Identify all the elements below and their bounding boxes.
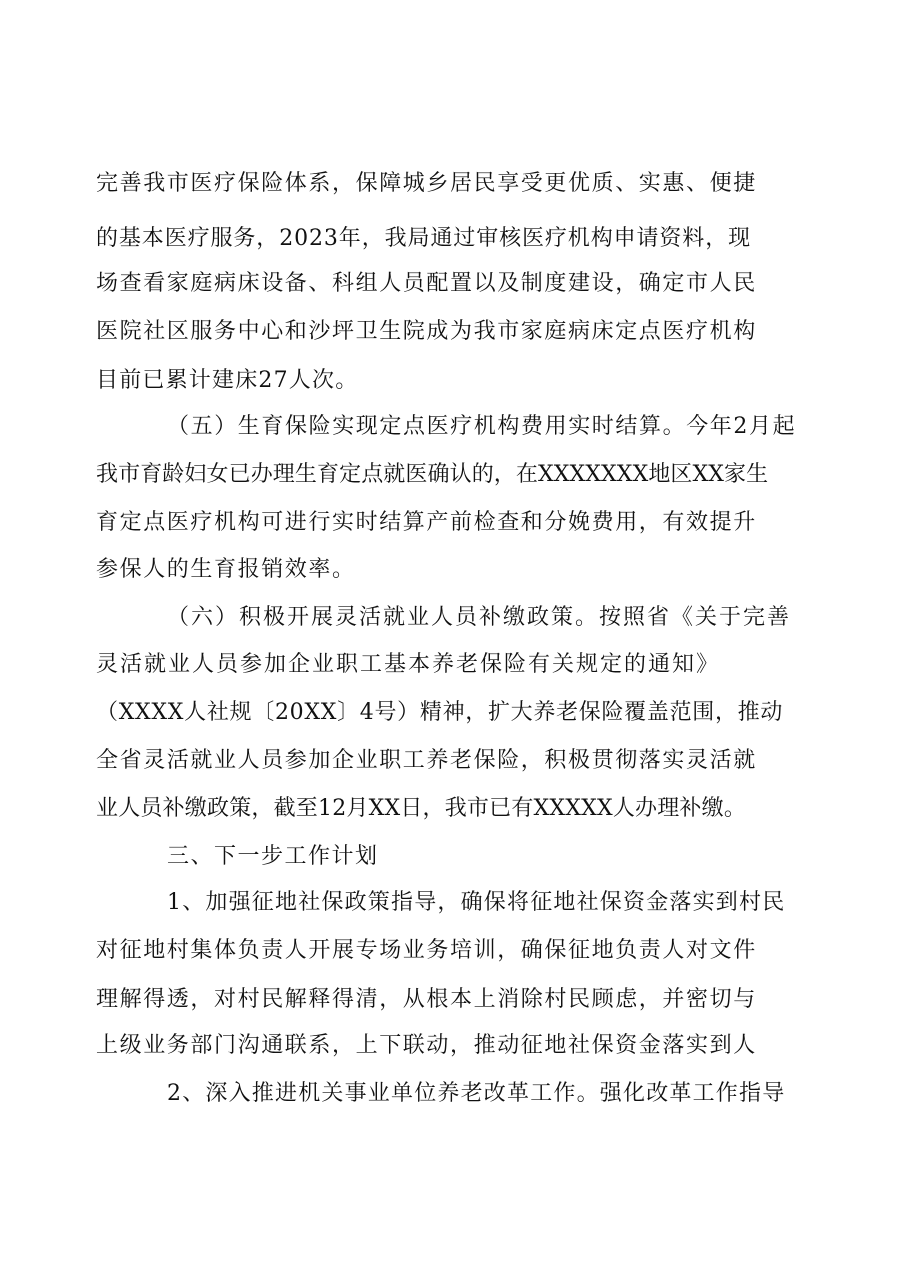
- text-line-14: 业人员补缴政策，截至12月XX日，我市已有XXXXX人办理补缴。: [96, 796, 747, 821]
- text-line-4: 医院社区服务中心和沙坪卫生院成为我市家庭病床定点医疗机构: [96, 319, 757, 344]
- text-line-8: 育定点医疗机构可进行实时结算产前检查和分娩费用，有效提升: [96, 510, 757, 535]
- text-line-19: 上级业务部门沟通联系，上下联动，推动征地社保资金落实到人: [96, 1033, 757, 1058]
- text-line-3: 场查看家庭病床设备、科组人员配置以及制度建设，确定市人民: [96, 271, 757, 296]
- text-line-2: 的基本医疗服务，2023年，我局通过审核医疗机构申请资料，现: [96, 226, 751, 251]
- text-line-9: 参保人的生育报销效率。: [96, 557, 356, 582]
- text-line-1: 完善我市医疗保险体系，保障城乡居民享受更优质、实惠、便捷: [96, 171, 757, 196]
- text-line-20: 2、深入推进机关事业单位养老改革工作。强化改革工作指导: [167, 1081, 786, 1106]
- text-line-5: 目前已累计建床27人次。: [96, 368, 359, 393]
- text-line-18: 理解得透，对村民解释得清，从根本上消除村民顾虑，并密切与: [96, 987, 757, 1012]
- text-line-17: 对征地村集体负责人开展专场业务培训，确保征地负责人对文件: [96, 938, 757, 963]
- text-line-10: （六）积极开展灵活就业人员补缴政策。按照省《关于完善: [167, 605, 792, 630]
- text-line-11: 灵活就业人员参加企业职工基本养老保险有关规定的通知》: [96, 652, 721, 677]
- section-heading: 三、下一步工作计划: [167, 844, 379, 869]
- text-line-6: （五）生育保险实现定点医疗机构费用实时结算。今年2月起: [167, 414, 797, 439]
- text-line-16: 1、加强征地社保政策指导，确保将征地社保资金落实到村民: [167, 890, 786, 915]
- text-line-7: 我市育龄妇女已办理生育定点就医确认的，在XXXXXXX地区XX家生: [96, 462, 769, 487]
- text-line-12: （XXXX人社规〔20XX〕4号）精神，扩大养老保险覆盖范围，推动: [96, 700, 784, 725]
- text-line-13: 全省灵活就业人员参加企业职工养老保险，积极贯彻落实灵活就: [96, 748, 757, 773]
